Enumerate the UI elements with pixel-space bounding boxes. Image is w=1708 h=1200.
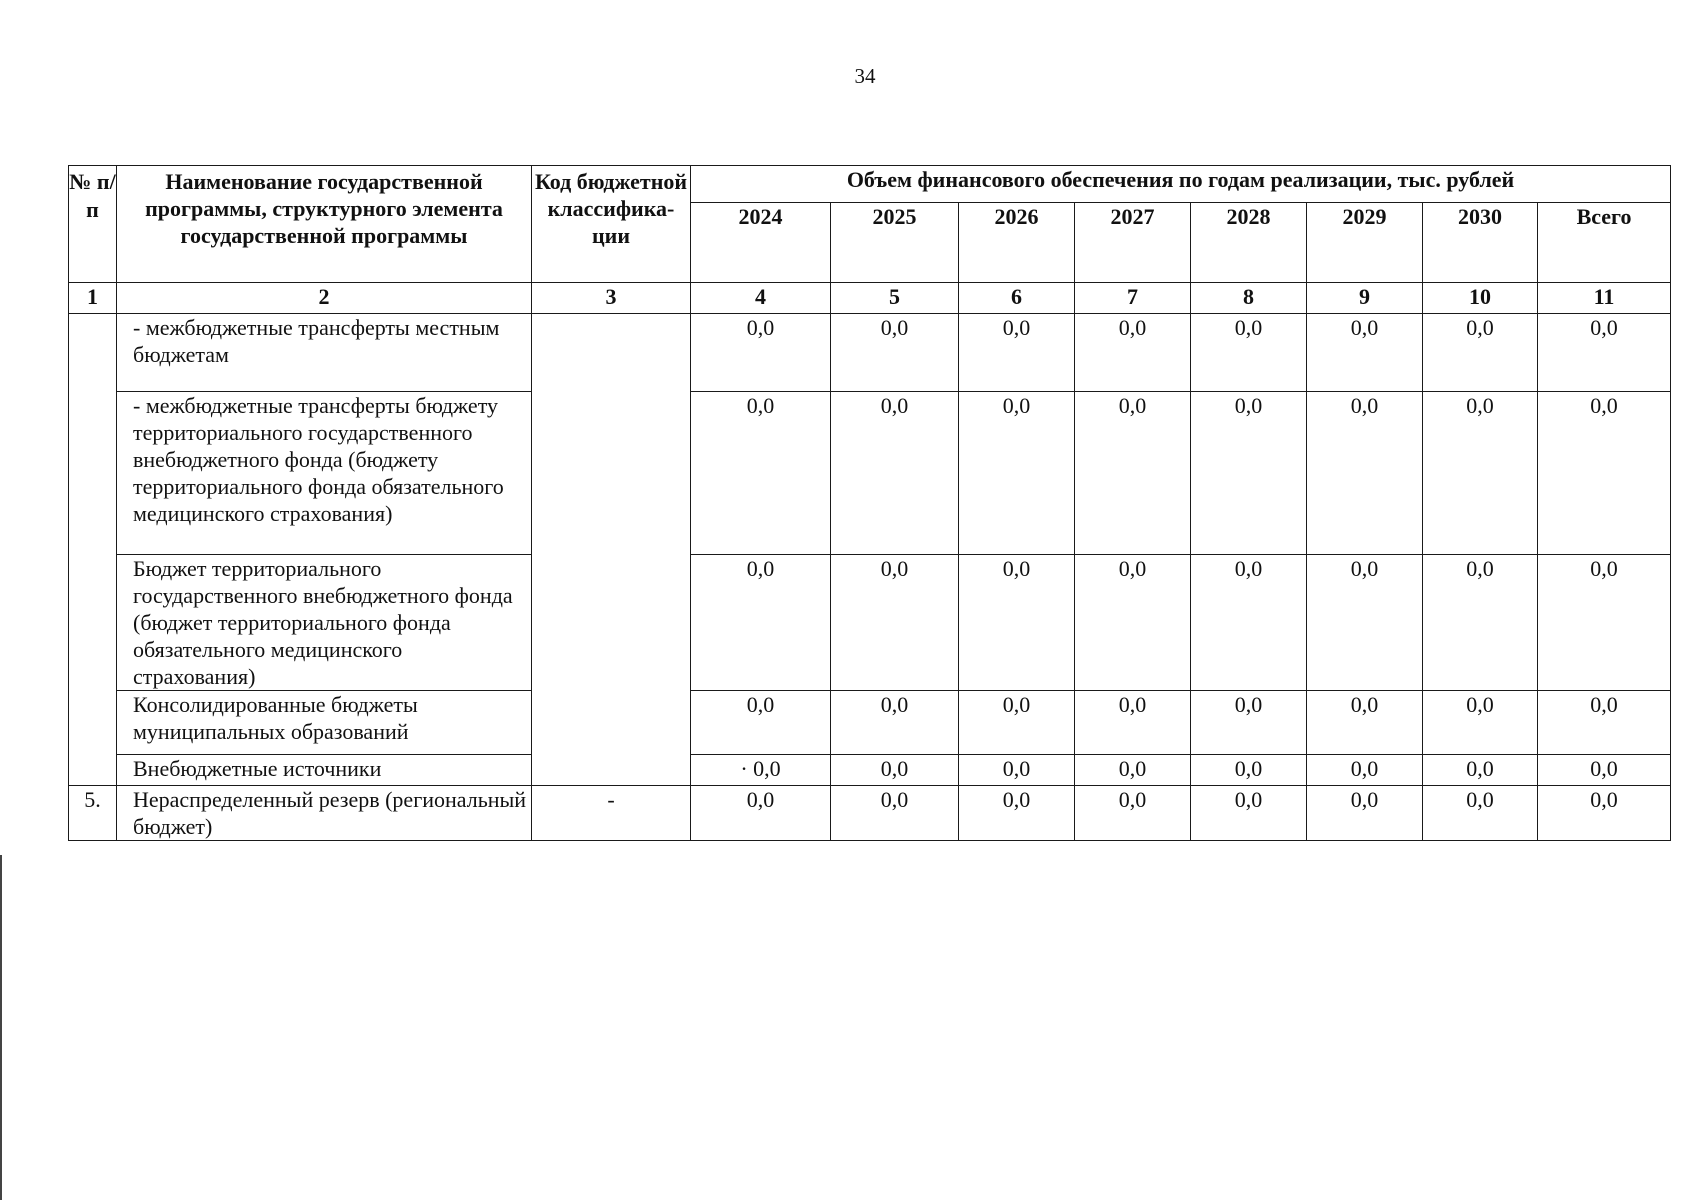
column-index: 8 [1191,283,1307,314]
value-cell-total: 0,0 [1538,555,1671,691]
page-number: 34 [854,64,876,88]
value-cell: 0,0 [831,691,959,755]
value-cell: 0,0 [1191,786,1307,841]
row-budget-code: - [532,786,691,841]
value-cell: 0,0 [1191,555,1307,691]
value-cell: 0,0 [1423,392,1538,555]
value-cell-total: 0,0 [1538,755,1671,786]
value-cell: 0,0 [1307,755,1423,786]
table-row [69,691,1671,755]
header-total: Всего [1538,203,1671,283]
header-year: 2030 [1423,203,1538,283]
value-cell: 0,0 [1423,755,1538,786]
header-year: 2024 [691,203,831,283]
row-name: - межбюджетные трансферты бюджету территориального государственного внебюджетного фонда (бюджету территориального фонда обязательного медицинского страхования) [117,392,532,555]
column-index: 2 [117,283,532,314]
row-budget-code [532,314,691,786]
value-cell: 0,0 [959,314,1075,392]
row-name: Консолидированные бюджеты муниципальных образований [117,691,532,755]
header-financing-volume: Объем финансового обеспечения по годам реализации, тыс. рублей [691,166,1671,203]
value-cell: 0,0 [1307,555,1423,691]
value-cell: 0,0 [1423,314,1538,392]
value-cell: 0,0 [1423,555,1538,691]
value-cell-total: 0,0 [1538,314,1671,392]
value-cell: 0,0 [691,691,831,755]
header-year: 2025 [831,203,959,283]
header-year: 2028 [1191,203,1307,283]
value-cell: 0,0 [831,314,959,392]
column-index: 9 [1307,283,1423,314]
value-cell: 0,0 [1075,555,1191,691]
value-cell: 0,0 [831,392,959,555]
value-cell: 0,0 [1307,314,1423,392]
row-number: 5. [69,786,117,841]
header-program-name: Наименование государственной программы, структурного элемента государственной программы [117,166,532,283]
value-cell-total: 0,0 [1538,392,1671,555]
row-name: Бюджет территориального государственного внебюджетного фонда (бюджет территориального фонда обязательного медицинского страхования) [117,555,532,691]
table-row [69,314,1671,392]
table-row [69,786,1671,841]
header-year: 2029 [1307,203,1423,283]
header-year: 2027 [1075,203,1191,283]
column-index: 7 [1075,283,1191,314]
column-index: 1 [69,283,117,314]
value-cell: 0,0 [691,555,831,691]
value-cell-total: 0,0 [1538,786,1671,841]
value-cell: 0,0 [831,755,959,786]
value-cell: 0,0 [959,786,1075,841]
value-cell: 0,0 [1191,691,1307,755]
table-row [69,555,1671,691]
value-cell: 0,0 [959,691,1075,755]
value-cell: 0,0 [1075,314,1191,392]
value-cell: 0,0 [691,786,831,841]
value-cell: 0,0 [691,314,831,392]
column-index: 11 [1538,283,1671,314]
value-cell-total: 0,0 [1538,691,1671,755]
header-year: 2026 [959,203,1075,283]
value-cell: 0,0 [959,555,1075,691]
column-index: 4 [691,283,831,314]
value-cell: 0,0 [1307,786,1423,841]
value-cell: 0,0 [1075,755,1191,786]
header-budget-code: Код бюджетной классифика-ции [532,166,691,283]
header-row-number: № п/п [69,166,117,283]
value-cell: 0,0 [1307,691,1423,755]
column-index: 5 [831,283,959,314]
value-cell: 0,0 [1423,691,1538,755]
column-index: 3 [532,283,691,314]
column-index: 6 [959,283,1075,314]
financing-table [68,165,1671,841]
value-cell: 0,0 [1191,392,1307,555]
row-name: Нераспределенный резерв (региональный бюджет) [117,786,532,841]
scan-edge-line [0,855,2,1200]
value-cell: 0,0 [1075,786,1191,841]
row-name: Внебюджетные источники [117,755,532,786]
value-cell: 0,0 [959,392,1075,555]
table-row [69,755,1671,786]
table-row [69,392,1671,555]
value-cell: 0,0 [1191,314,1307,392]
column-index: 10 [1423,283,1538,314]
value-cell: 0,0 [691,392,831,555]
value-cell: 0,0 [1075,691,1191,755]
value-cell: 0,0 [1307,392,1423,555]
value-cell: · 0,0 [691,755,831,786]
value-cell: 0,0 [831,555,959,691]
value-cell: 0,0 [1075,392,1191,555]
value-cell: 0,0 [831,786,959,841]
row-name: - межбюджетные трансферты местным бюджетам [117,314,532,392]
value-cell: 0,0 [1423,786,1538,841]
value-cell: 0,0 [959,755,1075,786]
row-number [69,314,117,786]
value-cell: 0,0 [1191,755,1307,786]
